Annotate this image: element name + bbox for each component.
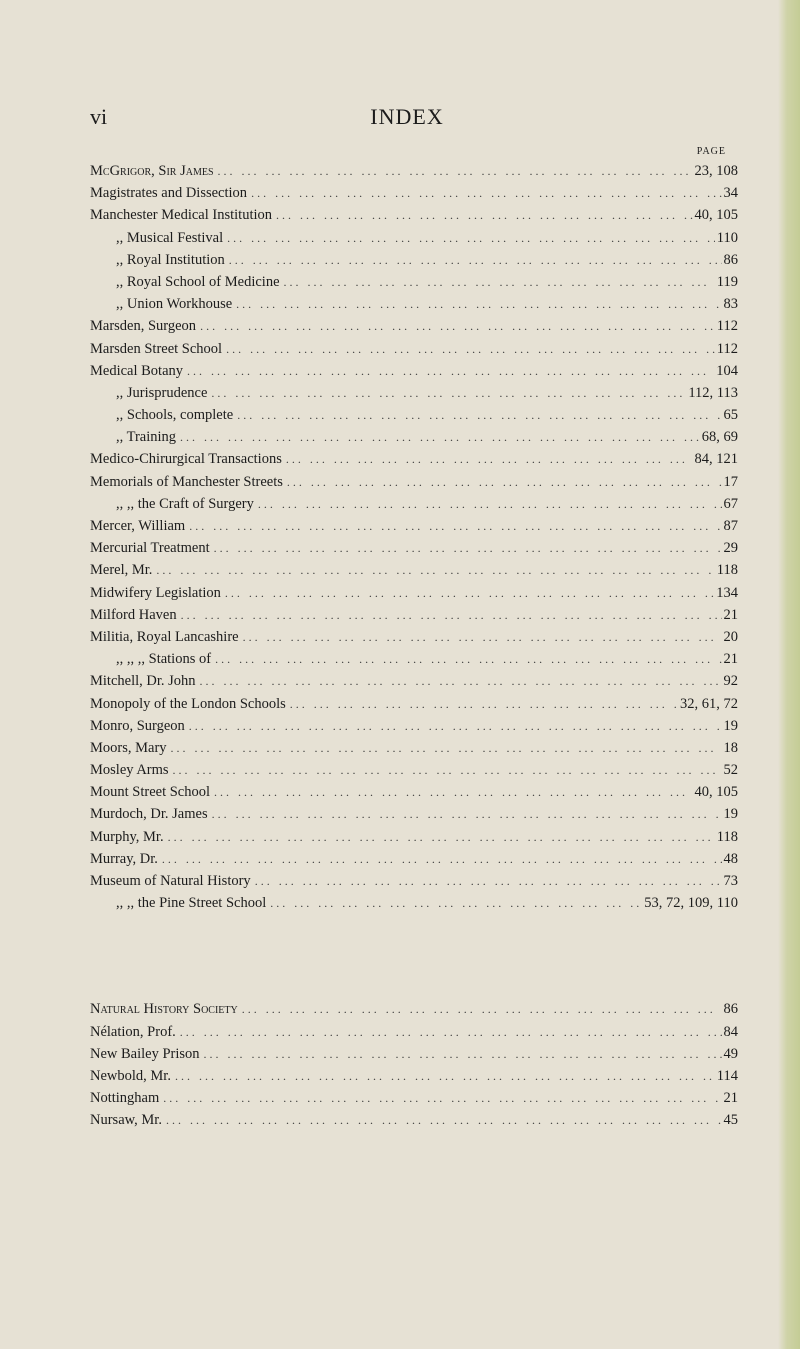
index-entry <box>90 829 738 851</box>
page-references: 29 <box>723 540 738 557</box>
dot-leader <box>251 186 721 201</box>
index-entry <box>90 1112 738 1134</box>
index-term: Newbold, Mr. <box>90 1067 171 1084</box>
index-term: Natural History Society <box>90 1001 238 1018</box>
index-entry <box>90 496 738 518</box>
dot-leader <box>218 164 693 179</box>
index-entry <box>90 762 738 784</box>
index-term: Medical Botany <box>90 362 184 379</box>
index-entry <box>90 1068 738 1090</box>
dot-leader <box>200 319 715 334</box>
dot-leader <box>211 386 686 401</box>
index-term: ,, Training <box>116 429 177 446</box>
page-references: 53, 72, 109, 110 <box>644 895 738 912</box>
index-term: Nursaw, Mr. <box>90 1112 162 1129</box>
index-group-n <box>90 1001 738 1134</box>
page-references: 92 <box>723 673 738 690</box>
page-references: 20 <box>723 628 738 645</box>
dot-leader <box>180 430 700 445</box>
dot-leader <box>270 896 642 911</box>
page-references: 21 <box>723 606 738 623</box>
index-entry <box>90 474 738 496</box>
index-entry <box>90 207 738 229</box>
page-references: 49 <box>723 1045 738 1062</box>
index-term: Marsden, Surgeon <box>90 318 197 335</box>
index-term: Moors, Mary <box>90 739 167 756</box>
index-entry <box>90 851 738 873</box>
dot-leader <box>237 408 721 423</box>
index-term: ,, Schools, complete <box>116 407 234 424</box>
index-entry <box>90 873 738 895</box>
page-references: 119 <box>716 273 738 290</box>
dot-leader <box>212 807 722 822</box>
dot-leader <box>189 519 721 534</box>
index-entry <box>90 296 738 318</box>
index-entry <box>90 696 738 718</box>
index-entry <box>90 274 738 296</box>
index-term: Murdoch, Dr. James <box>90 806 208 823</box>
page-references: 86 <box>723 1001 738 1018</box>
dot-leader <box>287 475 722 490</box>
page-references: 83 <box>723 296 738 313</box>
index-term: Monro, Surgeon <box>90 717 185 734</box>
index-entry <box>90 252 738 274</box>
page-references: 32, 61, 72 <box>680 695 738 712</box>
index-entry <box>90 540 738 562</box>
index-term: Murphy, Mr. <box>90 828 164 845</box>
page-number: vi <box>90 104 108 129</box>
page-references: 73 <box>723 873 738 889</box>
index-entry <box>90 585 738 607</box>
dot-leader <box>163 1091 721 1106</box>
dot-leader <box>226 342 715 357</box>
page-references: 40, 105 <box>694 207 738 224</box>
index-entry <box>90 385 738 407</box>
index-term: Nélation, Prof. <box>90 1023 176 1040</box>
page-references: 84, 121 <box>694 451 738 468</box>
index-entry <box>90 651 738 673</box>
index-term: Midwifery Legislation <box>90 584 221 601</box>
index-term: Monopoly of the London Schools <box>90 695 286 712</box>
index-entry <box>90 518 738 540</box>
dot-leader <box>214 785 692 800</box>
page-references: 19 <box>723 806 738 823</box>
index-entry <box>90 363 738 385</box>
index-term: Medico-Chirurgical Transactions <box>90 451 282 468</box>
index-term: ,, Royal School of Medicine <box>116 273 280 290</box>
page-references: 45 <box>723 1112 738 1129</box>
dot-leader <box>255 874 722 889</box>
page-references: 67 <box>723 495 738 512</box>
dot-leader <box>236 297 721 312</box>
index-list <box>90 163 738 1135</box>
index-entry <box>90 806 738 828</box>
dot-leader <box>204 1047 722 1062</box>
index-entry <box>90 784 738 806</box>
page-references: 21 <box>723 1090 738 1107</box>
index-entry <box>90 451 738 473</box>
page-column-label: PAGE <box>696 146 726 157</box>
dot-leader <box>215 652 721 667</box>
index-term: ,, ,, the Pine Street School <box>116 895 267 912</box>
page-references: 18 <box>723 739 738 756</box>
index-entry <box>90 718 738 740</box>
dot-leader <box>225 586 714 601</box>
dot-leader <box>242 1002 722 1017</box>
page-references: 52 <box>723 762 738 779</box>
page-references: 87 <box>723 518 738 534</box>
dot-leader <box>156 563 714 578</box>
page-references: 48 <box>723 850 738 867</box>
index-entry <box>90 407 738 429</box>
index-entry <box>90 607 738 629</box>
dot-leader <box>276 208 692 223</box>
index-entry <box>90 185 738 207</box>
index-term: Nottingham <box>90 1090 160 1107</box>
index-term: Merel, Mr. <box>90 562 153 579</box>
page-references: 112 <box>716 318 738 335</box>
dot-leader <box>180 1025 722 1040</box>
page-references: 68, 69 <box>701 429 738 446</box>
page-references: 104 <box>716 362 738 379</box>
dot-leader <box>173 763 722 778</box>
page-references: 118 <box>716 828 738 845</box>
page-references: 40, 105 <box>694 784 738 801</box>
page-references: 23, 108 <box>694 163 738 179</box>
index-entry <box>90 1024 738 1046</box>
dot-leader <box>243 630 722 645</box>
page-references: 118 <box>716 562 738 579</box>
dot-leader <box>166 1113 722 1128</box>
index-term: Murray, Dr. <box>90 850 158 867</box>
index-entry <box>90 1046 738 1068</box>
index-term: ,, ,, the Craft of Surgery <box>116 495 254 512</box>
dot-leader <box>175 1069 715 1084</box>
dot-leader <box>189 719 722 734</box>
index-term: New Bailey Prison <box>90 1045 200 1062</box>
dot-leader <box>162 852 722 867</box>
page-references: 21 <box>723 651 738 668</box>
index-entry <box>90 318 738 340</box>
page-references: 19 <box>723 717 738 734</box>
index-term: Mosley Arms <box>90 762 169 779</box>
page-references: 134 <box>716 584 738 601</box>
index-term: Mercurial Treatment <box>90 540 210 557</box>
page-edge <box>778 0 800 1349</box>
index-term: Milford Haven <box>90 606 177 623</box>
page-references: 17 <box>723 473 738 490</box>
index-term: ,, Musical Festival <box>116 229 224 246</box>
dot-leader <box>187 364 714 379</box>
index-term: ,, Royal Institution <box>116 251 225 268</box>
index-entry <box>90 429 738 451</box>
dot-leader <box>200 674 722 689</box>
dot-leader <box>171 741 722 756</box>
dot-leader <box>284 275 715 290</box>
index-term: Militia, Royal Lancashire <box>90 628 239 645</box>
dot-leader <box>168 830 715 845</box>
index-entry <box>90 163 738 185</box>
page-header <box>90 104 724 134</box>
dot-leader <box>258 497 722 512</box>
index-entry <box>90 895 738 917</box>
index-entry <box>90 562 738 584</box>
index-term: Mercer, William <box>90 518 186 534</box>
index-term: Manchester Medical Institution <box>90 207 273 224</box>
index-term: ,, Jurisprudence <box>116 384 208 401</box>
page-references: 110 <box>716 229 738 246</box>
dot-leader <box>290 697 678 712</box>
page-references: 65 <box>723 407 738 424</box>
dot-leader <box>227 231 715 246</box>
page-references: 34 <box>723 185 738 202</box>
index-term: Mount Street School <box>90 784 211 801</box>
index-term: Mitchell, Dr. John <box>90 673 196 690</box>
page-title: INDEX <box>370 104 444 129</box>
page-references: 86 <box>723 251 738 268</box>
index-entry <box>90 341 738 363</box>
index-entry <box>90 1001 738 1023</box>
index-entry <box>90 230 738 252</box>
index-term: Museum of Natural History <box>90 873 251 889</box>
dot-leader <box>286 452 693 467</box>
index-entry <box>90 629 738 651</box>
index-term: ,, Union Workhouse <box>116 296 233 313</box>
index-term: McGrigor, Sir James <box>90 163 214 179</box>
index-term: ,, ,, ,, Stations of <box>116 651 212 668</box>
index-entry <box>90 1090 738 1112</box>
index-entry <box>90 673 738 695</box>
dot-leader <box>214 541 722 556</box>
index-term: Memorials of Manchester Streets <box>90 473 283 490</box>
index-group-m <box>90 163 738 917</box>
page-references: 84 <box>723 1023 738 1040</box>
index-term: Marsden Street School <box>90 340 223 357</box>
index-term: Magistrates and Dissection <box>90 185 248 202</box>
group-spacer <box>90 917 738 1001</box>
page-references: 114 <box>716 1067 738 1084</box>
index-entry <box>90 740 738 762</box>
dot-leader <box>229 253 722 268</box>
dot-leader <box>181 608 722 623</box>
page-references: 112 <box>716 340 738 357</box>
page-references: 112, 113 <box>688 384 738 401</box>
